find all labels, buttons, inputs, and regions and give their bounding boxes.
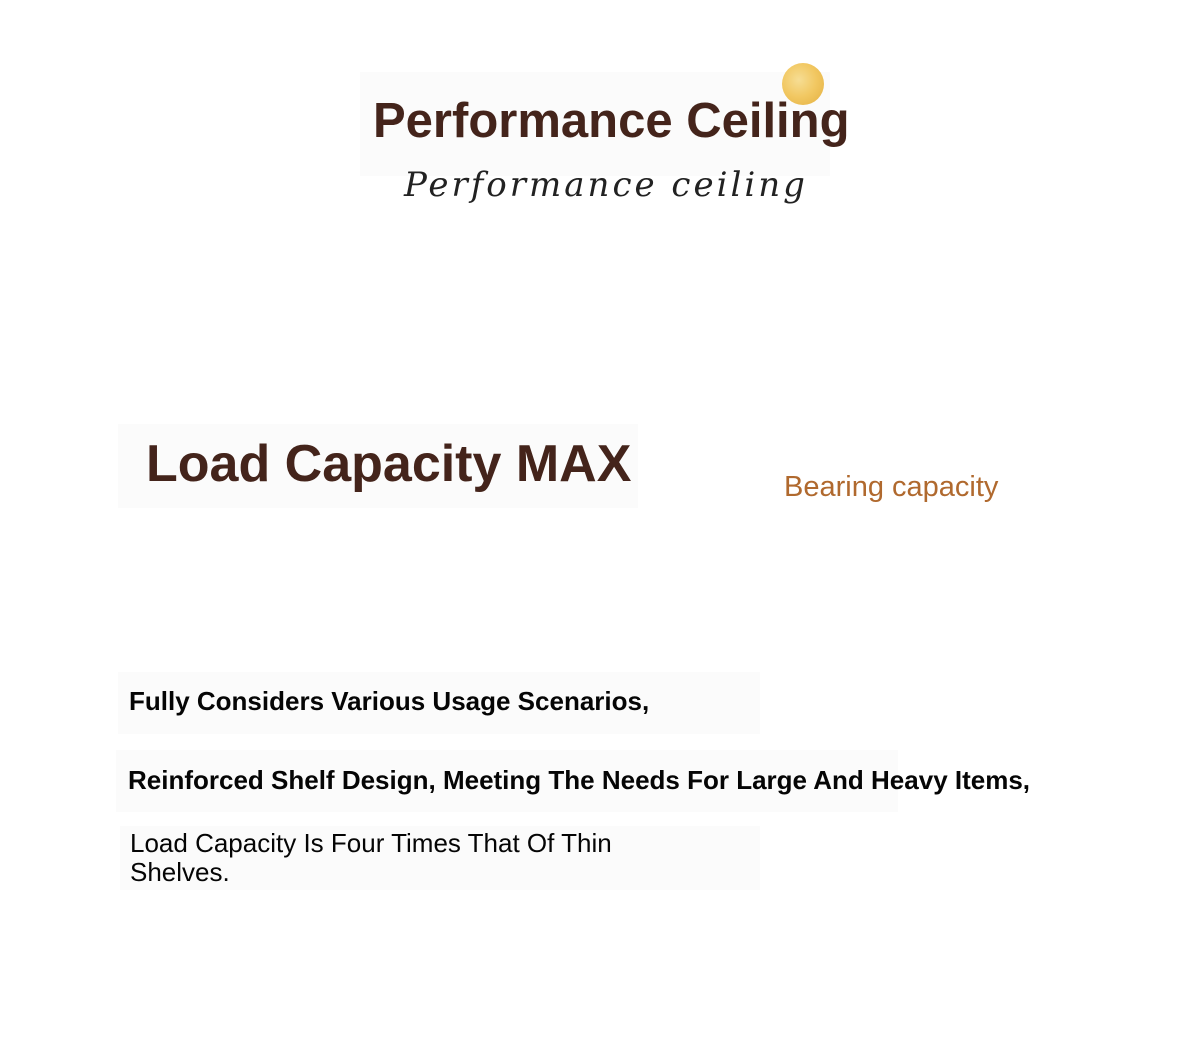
- usage-scenarios-line: Fully Considers Various Usage Scenarios,: [129, 686, 650, 716]
- reinforced-shelf-line: Reinforced Shelf Design, Meeting The Needs For Large And Heavy Items,: [128, 765, 1031, 795]
- load-capacity-comparison-line: Load Capacity Is Four Times That Of Thin Shelves.: [130, 828, 612, 887]
- bearing-capacity-label: Bearing capacity: [784, 471, 999, 503]
- load-capacity-title: Load Capacity MAX: [146, 435, 632, 493]
- performance-ceiling-title: Performance Ceiling: [373, 94, 850, 148]
- performance-ceiling-script-subtitle: Performance ceiling: [404, 165, 808, 205]
